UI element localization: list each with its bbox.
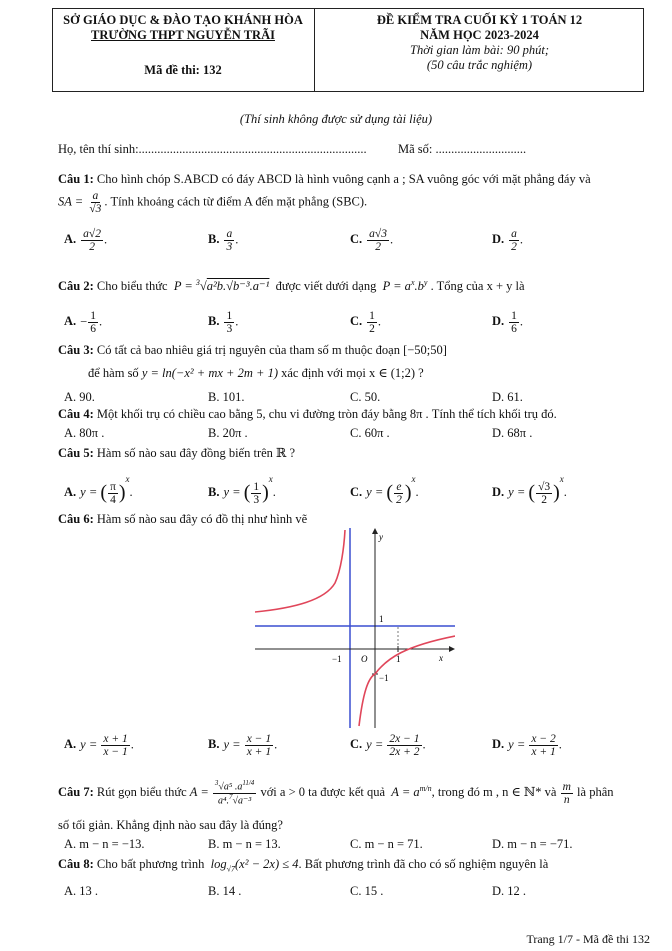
expression-a-fraction: $\frac{^3√a^5 .a^{11/4}}{a^4.^7√a^{-3}}$ xyxy=(214,779,255,807)
q6-option-a[interactable]: A. y = $\frac{x + 1}{x - 1}$ . xyxy=(64,733,134,759)
q2-option-b[interactable]: B. $\frac{1}{3}$ . xyxy=(208,310,239,336)
sa-expression: SA = xyxy=(58,194,84,209)
q6-option-d[interactable]: D. y = $\frac{x - 2}{x + 1}$ . xyxy=(492,733,562,759)
question-2-number: Câu 2: xyxy=(58,279,94,294)
question-3 xyxy=(58,343,447,358)
q7-option-d[interactable]: D. m − n = −71. xyxy=(492,837,573,851)
q7-option-b[interactable]: B. m − n = 13. xyxy=(208,837,281,851)
q1-option-d[interactable]: D. $\frac{a}{2}$ . xyxy=(492,228,524,254)
question-3-text2: để hàm số xyxy=(88,366,139,380)
inequality-expression: $\log_{√7}(x^2 - 2x) \le 4$ xyxy=(207,857,299,874)
q8-option-a[interactable]: A. 13 . xyxy=(64,884,99,898)
fraction-m-over-n: $\frac{m}{n}$ xyxy=(562,780,571,806)
question-3-text3: xác định với mọi x ∈ (1;2) ? xyxy=(281,366,424,380)
result-expression: $A = a^{m/n}$ xyxy=(388,784,432,800)
question-4-number: Câu 4: xyxy=(58,407,94,421)
question-4 xyxy=(58,407,557,422)
expression-p: P = $^3$√a²b.√b⁻³.a⁻¹ xyxy=(170,278,270,294)
expression-p-form: $P = a^x.b^y$ xyxy=(379,278,428,294)
q3-option-a[interactable]: A. 90. xyxy=(64,390,95,404)
label-y-one: 1 xyxy=(379,614,384,624)
question-6 xyxy=(58,512,307,527)
q8-option-c[interactable]: C. 15 . xyxy=(350,884,384,898)
q8-option-d[interactable]: D. 12 . xyxy=(492,884,527,898)
student-id-line: Mã số: ............................. xyxy=(398,142,527,156)
hyperbola-graph xyxy=(255,528,455,728)
question-3-number: Câu 3: xyxy=(58,343,94,357)
exam-code: Mã đề thi: 132 xyxy=(144,63,222,77)
question-4-text: Một khối trụ có chiều cao bằng 5, chu vi đường tròn đáy bằng 8π . Tính thể tích khối trụ đó. xyxy=(96,407,557,421)
q2-option-a[interactable]: A. − $\frac{1}{6}$ . xyxy=(64,310,103,336)
question-7-text2: với a > 0 ta được kết quả xyxy=(260,785,386,800)
q3-option-c[interactable]: C. 50. xyxy=(350,390,381,404)
question-2-text1: Cho biểu thức xyxy=(96,279,168,294)
exam-duration: Thời gian làm bài: 90 phút; xyxy=(410,43,549,57)
question-6-text: Hàm số nào sau đây có đồ thị như hình vẽ xyxy=(96,512,308,526)
q2-option-c[interactable]: C. $\frac{1}{2}$ . xyxy=(350,310,382,336)
exam-title: ĐỀ KIỂM TRA CUỐI KỲ 1 TOÁN 12 xyxy=(376,13,583,27)
question-1-line2 xyxy=(58,190,367,215)
question-7-number: Câu 7: xyxy=(58,785,94,800)
question-1-text: Cho hình chóp S.ABCD có đáy ABCD là hình vuông cạnh a ; SA vuông góc với mặt phẳng đáy và xyxy=(96,172,591,186)
q6-option-b[interactable]: B. y = $\frac{x - 1}{x + 1}$ . xyxy=(208,733,278,759)
question-7-text4: là phân xyxy=(577,785,614,800)
question-8-number: Câu 8: xyxy=(58,857,94,871)
fraction-a-over-sqrt3: $\frac{a}{√3}$ xyxy=(89,190,102,216)
expression-a: A = xyxy=(189,785,209,800)
origin-label: O xyxy=(361,654,368,664)
q7-option-c[interactable]: C. m − n = 71. xyxy=(350,837,423,851)
q5-option-a[interactable]: A. y = ( $\frac{\pi}{4}$ )$^x$. xyxy=(64,474,133,506)
question-5-number: Câu 5: xyxy=(58,446,94,460)
q3-option-b[interactable]: B. 101. xyxy=(208,390,245,404)
question-5-text: Hàm số nào sau đây đồng biến trên ℝ ? xyxy=(96,446,296,460)
question-5 xyxy=(58,445,295,461)
exam-note: (Thí sinh không được sử dụng tài liệu) xyxy=(239,112,433,126)
question-3-function: y = ln(−x² + mx + 2m + 1) xyxy=(141,366,278,380)
label-x-neg-one: −1 xyxy=(332,654,342,664)
q1-option-a[interactable]: A. $\frac{a√2}{2}$ . xyxy=(64,228,108,254)
question-1-number: Câu 1: xyxy=(58,172,94,186)
question-7-text3: , trong đó m , n ∈ ℕ* và xyxy=(431,785,557,800)
page-footer: Trang 1/7 - Mã đề thi 132 xyxy=(526,932,650,946)
q7-option-a[interactable]: A. m − n = −13. xyxy=(64,837,145,851)
student-name-line: Họ, tên thí sinh:......................................................................... xyxy=(58,142,367,156)
q1-option-c[interactable]: C. $\frac{a√3}{2}$ . xyxy=(350,228,394,254)
q5-option-b[interactable]: B. y = ( $\frac{1}{3}$ )$^x$. xyxy=(208,474,276,506)
q4-option-c[interactable]: C. 60π . xyxy=(350,426,390,440)
y-axis-label: y xyxy=(379,532,383,542)
question-6-number: Câu 6: xyxy=(58,512,94,526)
q6-option-c[interactable]: C. y = $\frac{2x - 1}{2x + 2}$ . xyxy=(350,733,426,759)
q4-option-a[interactable]: A. 80π . xyxy=(64,426,105,440)
question-1-text2: . Tính khoảng cách từ điểm A đến mặt phẳng (SBC). xyxy=(104,194,368,209)
question-3-line2 xyxy=(88,365,424,381)
label-y-neg-one: −1 xyxy=(379,673,389,683)
x-axis-label: x xyxy=(439,653,443,663)
school-name: TRƯỜNG THPT NGUYỄN TRÃI xyxy=(91,28,275,42)
question-count: (50 câu trắc nghiệm) xyxy=(426,58,533,72)
label-x-one: 1 xyxy=(396,654,401,664)
question-7 xyxy=(58,780,614,807)
question-8 xyxy=(58,857,548,874)
q5-option-d[interactable]: D. y = ( $\frac{√3}{2}$ )$^x$. xyxy=(492,474,567,506)
question-2-text2: được viết dưới dạng xyxy=(275,279,377,294)
question-2-text3: . Tổng của x + y là xyxy=(430,279,525,294)
q3-option-d[interactable]: D. 61. xyxy=(492,390,523,404)
question-7-text5: số tối giản. Khẳng định nào sau đây là đúng? xyxy=(58,818,283,832)
question-8-text2: . Bất phương trình đã cho có số nghiệm nguyên là xyxy=(298,857,549,871)
question-2 xyxy=(58,278,525,294)
question-8-text1: Cho bất phương trình xyxy=(96,857,205,871)
q2-option-d[interactable]: D. $\frac{1}{6}$ . xyxy=(492,310,524,336)
question-3-text1: Có tất cả bao nhiêu giá trị nguyên của tham số m thuộc đoạn [−50;50] xyxy=(96,343,447,357)
q1-option-b[interactable]: B. $\frac{a}{3}$ . xyxy=(208,228,239,254)
q8-option-b[interactable]: B. 14 . xyxy=(208,884,242,898)
q4-option-b[interactable]: B. 20π . xyxy=(208,426,248,440)
school-year: NĂM HỌC 2023-2024 xyxy=(420,28,539,42)
q4-option-d[interactable]: D. 68π . xyxy=(492,426,533,440)
q5-option-c[interactable]: C. y = ( $\frac{e}{2}$ )$^x$. xyxy=(350,474,419,506)
question-7-text1: Rút gọn biểu thức xyxy=(96,785,187,800)
department-name: SỞ GIÁO DỤC & ĐÀO TẠO KHÁNH HÒA xyxy=(63,13,303,27)
left-branch-curve xyxy=(255,530,345,612)
question-1 xyxy=(58,172,591,187)
